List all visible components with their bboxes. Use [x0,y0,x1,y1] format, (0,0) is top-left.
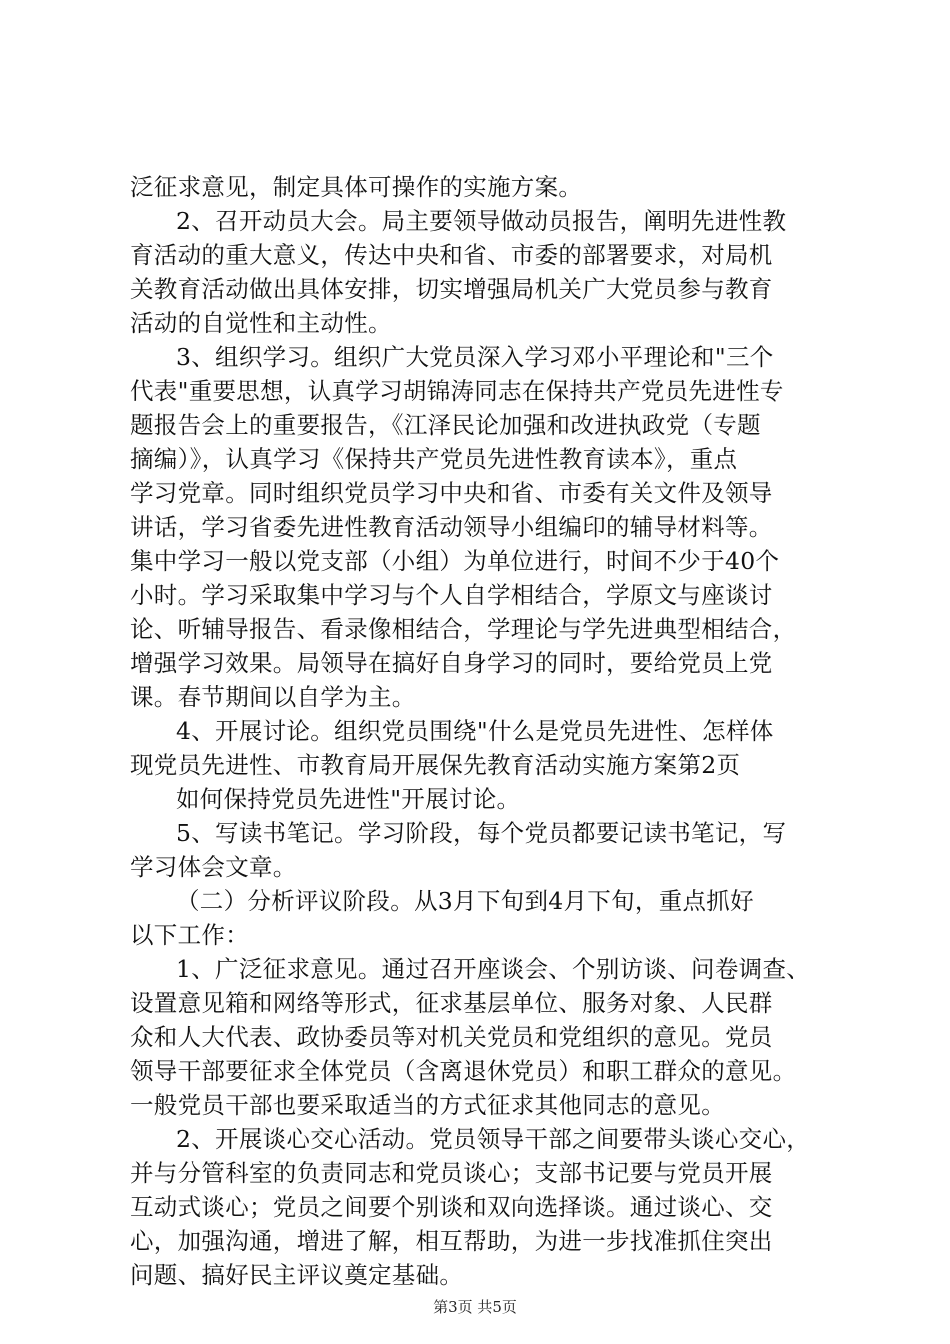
text-line: 以下工作： [130,921,249,949]
text-line: 4、开展讨论。组织党员围绕"什么是党员先进性、怎样体 [176,717,774,745]
text-line: 泛征求意见，制定具体可操作的实施方案。 [130,173,583,201]
text-line: 如何保持党员先进性"开展讨论。 [176,785,521,813]
text-line: 学习党章。同时组织党员学习中央和省、市委有关文件及领导 [130,479,773,507]
text-line: 众和人大代表、政协委员等对机关党员和党组织的意见。党员 [130,1023,773,1051]
text-line: 问题、搞好民主评议奠定基础。 [130,1261,464,1289]
text-line: 1、广泛征求意见。通过召开座谈会、个别访谈、问卷调查、 [176,955,811,983]
text-line: 活动的自觉性和主动性。 [130,309,392,337]
text-line: 课。春节期间以自学为主。 [130,683,416,711]
page-number-footer: 第3页 共5页 [433,1298,517,1316]
text-line: 论、听辅导报告、看录像相结合，学理论与学先进典型相结合， [130,615,797,643]
text-line: 设置意见箱和网络等形式，征求基层单位、服务对象、人民群 [130,989,773,1017]
text-line: 增强学习效果。局领导在搞好自身学习的同时，要给党员上党 [130,649,773,677]
text-line: 2、召开动员大会。局主要领导做动员报告，阐明先进性教 [176,207,787,235]
text-line: 代表"重要思想，认真学习胡锦涛同志在保持共产党员先进性专 [130,377,784,405]
text-line: 集中学习一般以党支部（小组）为单位进行，时间不少于40个 [130,547,780,575]
text-line: 互动式谈心；党员之间要个别谈和双向选择谈。通过谈心、交 [130,1193,773,1221]
text-line: 2、开展谈心交心活动。党员领导干部之间要带头谈心交心， [176,1125,811,1153]
text-line: 领导干部要征求全体党员（含离退休党员）和职工群众的意见。 [130,1057,797,1085]
text-line: 育活动的重大意义，传达中央和省、市委的部署要求，对局机 [130,241,773,269]
text-line: 学习体会文章。 [130,853,297,881]
text-line: 5、写读书笔记。学习阶段，每个党员都要记读书笔记，写 [176,819,787,847]
text-line: 小时。学习采取集中学习与个人自学相结合，学原文与座谈讨 [130,581,773,609]
text-line: 心，加强沟通，增进了解，相互帮助，为进一步找准抓住突出 [130,1227,773,1255]
text-line: 讲话，学习省委先进性教育活动领导小组编印的辅导材料等。 [130,513,773,541]
text-line: （二）分析评议阶段。从3月下旬到4月下旬，重点抓好 [176,887,754,915]
text-line: 题报告会上的重要报告，《江泽民论加强和改进执政党（专题 [130,411,761,439]
text-line: 3、组织学习。组织广大党员深入学习邓小平理论和"三个 [176,343,774,371]
text-line: 关教育活动做出具体安排，切实增强局机关广大党员参与教育 [130,275,773,303]
text-line: 并与分管科室的负责同志和党员谈心；支部书记要与党员开展 [130,1159,773,1187]
text-line: 一般党员干部也要采取适当的方式征求其他同志的意见。 [130,1091,725,1119]
text-line: 现党员先进性、市教育局开展保先教育活动实施方案第2页 [130,751,741,779]
text-line: 摘编）》，认真学习《保持共产党员先进性教育读本》，重点 [130,445,738,473]
